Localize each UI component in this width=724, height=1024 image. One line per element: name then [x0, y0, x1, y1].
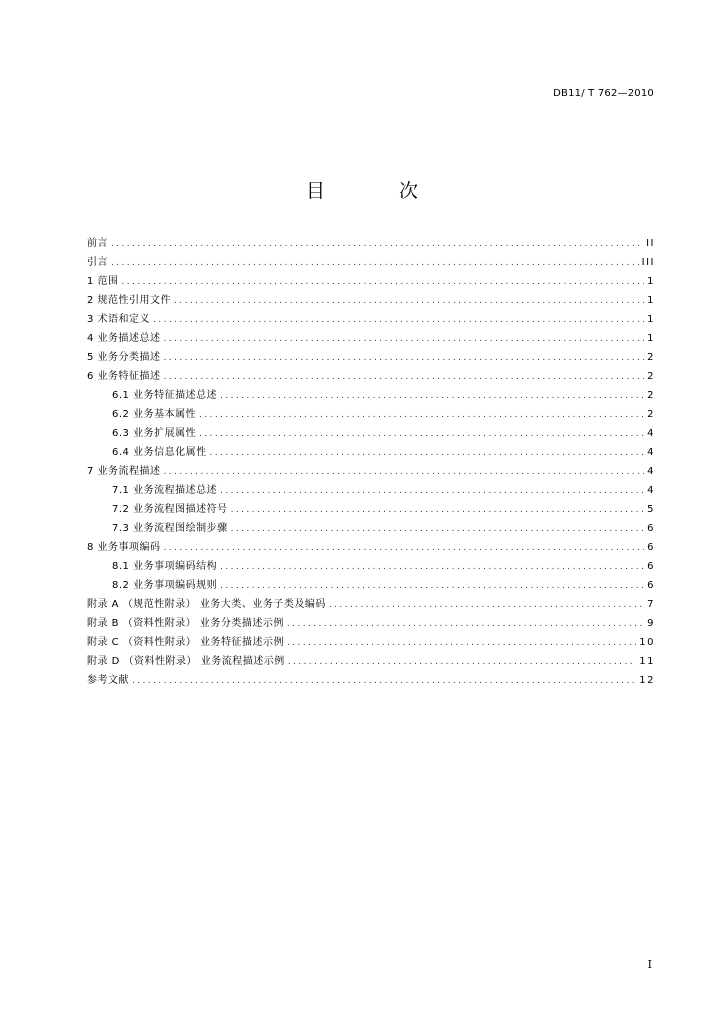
toc-entry[interactable] [87, 652, 655, 671]
toc-entry[interactable] [87, 291, 655, 310]
toc-leader-dots [111, 254, 639, 273]
toc-entry[interactable] [87, 614, 655, 633]
toc-entry-label: 7.1 业务流程描述总述 [112, 485, 218, 496]
toc-leader-dots [164, 368, 645, 387]
toc-leader-dots [164, 330, 645, 349]
toc-entry[interactable] [87, 538, 655, 557]
toc-leader-dots [220, 387, 644, 406]
toc-entry-page: 1 [647, 314, 655, 325]
toc-entry-label: 1 范围 [87, 276, 119, 287]
toc-entry[interactable] [87, 462, 655, 481]
toc-entry-label: 8.1 业务事项编码结构 [112, 561, 218, 572]
toc-leader-dots [287, 615, 644, 634]
toc-entry-page: 2 [647, 390, 655, 401]
toc-entry[interactable] [87, 671, 655, 690]
toc-entry-page: 9 [647, 618, 655, 629]
toc-entry-page: 6 [647, 561, 655, 572]
toc-leader-dots [287, 634, 636, 653]
toc-entry-page: 10 [639, 637, 655, 648]
standard-code: DB11/ T 762—2010 [553, 88, 654, 99]
toc-entry-label: 6 业务特征描述 [87, 371, 161, 382]
toc-entry-page: 4 [647, 428, 655, 439]
toc-entry-page: 1 [647, 295, 655, 306]
toc-entry[interactable] [87, 557, 655, 576]
toc-leader-dots [288, 653, 637, 672]
toc-leader-dots [174, 292, 644, 311]
toc-entry-label: 参考文献 [87, 675, 129, 686]
toc-entry[interactable] [87, 405, 655, 424]
toc-entry-page: 4 [647, 485, 655, 496]
toc-entry[interactable] [87, 348, 655, 367]
toc-entry-label: 附录 D （资料性附录） 业务流程描述示例 [87, 656, 285, 667]
toc-leader-dots [153, 311, 644, 330]
toc-entry-label: 4 业务描述总述 [87, 333, 161, 344]
toc-entry-page: 2 [647, 352, 655, 363]
toc-leader-dots [231, 501, 645, 520]
toc-entry-page: 5 [647, 504, 655, 515]
toc-entry-label: 7.3 业务流程图绘制步骤 [112, 523, 228, 534]
toc-entry-page: 4 [647, 447, 655, 458]
toc-entry-label: 6.1 业务特征描述总述 [112, 390, 218, 401]
toc-entry[interactable] [87, 234, 655, 253]
toc-entry-label: 6.2 业务基本属性 [112, 409, 197, 420]
toc-leader-dots [111, 235, 643, 254]
toc-entry-page: 7 [647, 599, 655, 610]
toc-entry-page: 4 [647, 466, 655, 477]
toc-entry-label: 8 业务事项编码 [87, 542, 161, 553]
toc-leader-dots [164, 349, 645, 368]
toc-entry-label: 6.4 业务信息化属性 [112, 447, 207, 458]
toc-entry-label: 附录 C （资料性附录） 业务特征描述示例 [87, 637, 285, 648]
toc-entry[interactable] [87, 272, 655, 291]
toc-entry[interactable] [87, 329, 655, 348]
toc-entry[interactable] [87, 386, 655, 405]
toc-entry-label: 7 业务流程描述 [87, 466, 161, 477]
toc-entry[interactable] [87, 367, 655, 386]
toc-leader-dots [231, 520, 645, 539]
toc-entry[interactable] [87, 424, 655, 443]
toc-leader-dots [220, 482, 644, 501]
toc-entry-label: 前言 [87, 238, 108, 249]
toc-leader-dots [199, 425, 644, 444]
table-of-contents [87, 234, 655, 690]
toc-entry[interactable] [87, 481, 655, 500]
toc-entry-label: 8.2 业务事项编码规则 [112, 580, 218, 591]
toc-leader-dots [220, 577, 644, 596]
toc-entry[interactable] [87, 443, 655, 462]
toc-entry-page: 6 [647, 542, 655, 553]
page-number: I [647, 958, 652, 971]
toc-entry[interactable] [87, 519, 655, 538]
toc-entry-page: 6 [647, 580, 655, 591]
toc-leader-dots [132, 672, 636, 691]
toc-leader-dots [164, 463, 645, 482]
toc-entry[interactable] [87, 500, 655, 519]
toc-entry-page: 1 [647, 333, 655, 344]
toc-entry-label: 7.2 业务流程图描述符号 [112, 504, 228, 515]
toc-leader-dots [164, 539, 645, 558]
toc-entry-page: 1 [647, 276, 655, 287]
toc-entry[interactable] [87, 633, 655, 652]
toc-entry-page: 2 [647, 371, 655, 382]
toc-entry-label: 附录 B （资料性附录） 业务分类描述示例 [87, 618, 284, 629]
toc-entry-page: 12 [639, 675, 655, 686]
toc-leader-dots [199, 406, 644, 425]
toc-entry[interactable] [87, 310, 655, 329]
toc-entry-page: III [641, 257, 655, 268]
toc-entry-label: 引言 [87, 257, 108, 268]
page-title: 目 次 [305, 180, 453, 202]
toc-entry[interactable] [87, 253, 655, 272]
toc-leader-dots [329, 596, 644, 615]
toc-entry[interactable] [87, 595, 655, 614]
toc-leader-dots [210, 444, 645, 463]
toc-entry[interactable] [87, 576, 655, 595]
toc-entry-page: 6 [647, 523, 655, 534]
toc-entry-label: 2 规范性引用文件 [87, 295, 172, 306]
toc-leader-dots [220, 558, 644, 577]
toc-entry-label: 5 业务分类描述 [87, 352, 161, 363]
toc-leader-dots [122, 273, 645, 292]
toc-entry-page: 11 [639, 656, 655, 667]
toc-entry-label: 6.3 业务扩展属性 [112, 428, 197, 439]
toc-entry-page: 2 [647, 409, 655, 420]
toc-entry-page: II [646, 238, 655, 249]
toc-entry-label: 3 术语和定义 [87, 314, 151, 325]
toc-entry-label: 附录 A （规范性附录） 业务大类、业务子类及编码 [87, 599, 326, 610]
